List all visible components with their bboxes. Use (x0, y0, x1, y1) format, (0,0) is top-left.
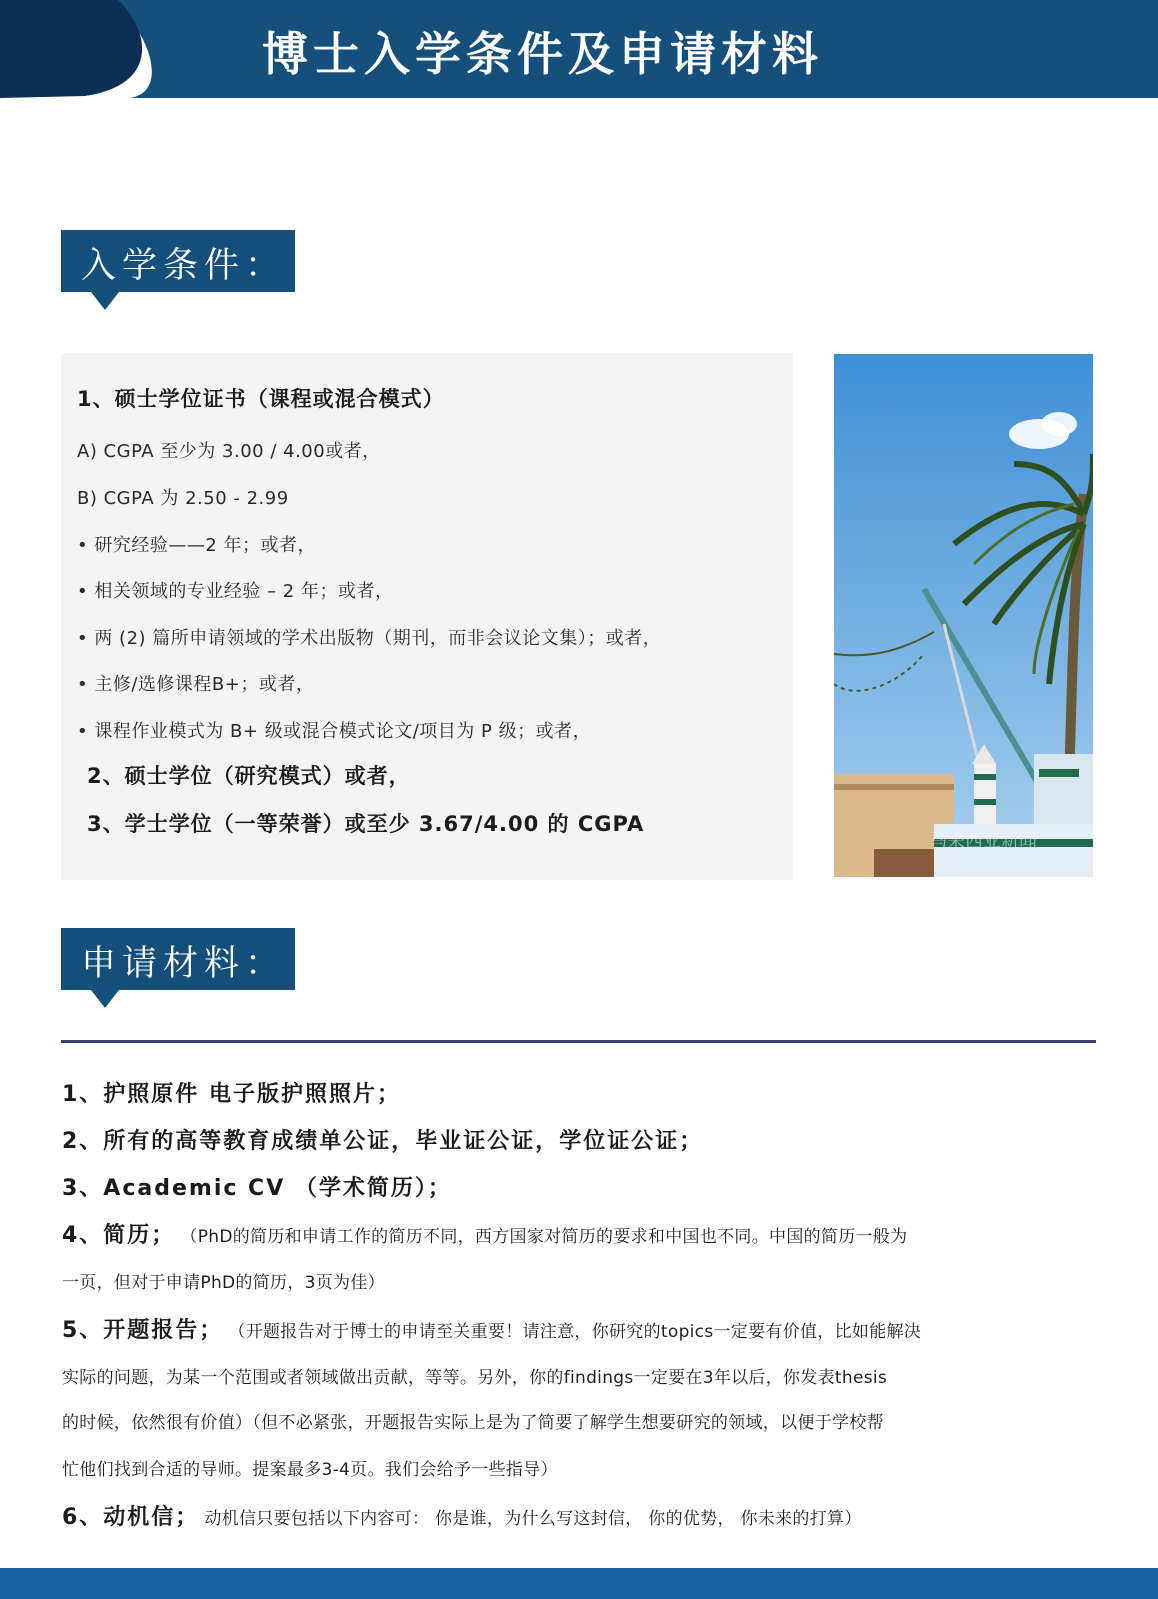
material-note: （PhD的简历和申请工作的简历不同，西方国家对简历的要求和中国也不同。中国的简历一般为 (180, 1227, 908, 1247)
requirement-line: 3、学士学位（一等荣誉）或至少 3.67/4.00 的 CGPA (87, 812, 645, 836)
tab-pointer-icon (91, 990, 119, 1008)
header-banner (0, 0, 1158, 98)
material-note-line: 的时候，依然很有价值）（但不必紧张，开题报告实际上是为了简要了解学生想要研究的领域，以便于学校帮 (62, 1413, 884, 1433)
photo-watermark: 马来西亚新闻 (929, 831, 1037, 852)
material-item (62, 1500, 862, 1531)
requirement-line: • 研究经验——2 年；或者， (77, 535, 317, 556)
footer-bar (0, 1568, 1158, 1599)
requirement-line: A) CGPA 至少为 3.00 / 4.00或者， (77, 441, 381, 462)
material-title: 5、开题报告； (62, 1318, 224, 1343)
street-photo-icon (834, 354, 1093, 877)
material-title: 6、动机信； (62, 1505, 200, 1530)
requirement-line: • 相关领域的专业经验 – 2 年；或者， (77, 581, 394, 602)
material-item (62, 1171, 452, 1202)
requirements-heading-tab (61, 230, 295, 292)
material-title: 3、Academic CV （学术简历）； (62, 1176, 452, 1201)
section-divider (61, 1040, 1096, 1043)
requirement-line: 1、硕士学位证书（课程或混合模式） (77, 387, 445, 411)
material-title: 1、护照原件 电子版护照照片； (62, 1082, 401, 1107)
material-item (62, 1124, 703, 1155)
material-note-line: 一页，但对于申请PhD的简历，3页为佳） (62, 1273, 385, 1293)
material-note-line: 忙他们找到合适的导师。提案最多3-4页。我们会给予一些指导） (62, 1460, 558, 1480)
material-note: 动机信只要包括以下内容可： 你是谁，为什么写这封信， 你的优势， 你未来的打算） (204, 1509, 862, 1529)
material-item (62, 1218, 907, 1249)
requirement-line: B) CGPA 为 2.50 - 2.99 (77, 488, 289, 509)
material-item (62, 1077, 401, 1108)
requirements-box (61, 353, 793, 880)
tab-pointer-icon (91, 292, 119, 310)
material-note-line: 实际的问题，为某一个范围或者领域做出贡献，等等。另外，你的findings一定要在3年以后，你发表thesis (62, 1368, 888, 1388)
page-title: 博士入学条件及申请材料 (262, 27, 823, 81)
requirements-heading: 入学条件： (81, 246, 287, 286)
material-title: 4、简历； (62, 1223, 176, 1248)
material-item (62, 1313, 921, 1344)
requirement-line: • 课程作业模式为 B+ 级或混合模式论文/项目为 P 级；或者， (77, 721, 592, 742)
material-title: 2、所有的高等教育成绩单公证，毕业证公证，学位证公证； (62, 1129, 704, 1154)
materials-heading: 申请材料： (81, 944, 287, 984)
requirement-line: 2、硕士学位（研究模式）或者， (87, 764, 411, 788)
materials-heading-tab (61, 928, 295, 990)
requirement-line: • 主修/选修课程B+；或者， (77, 674, 315, 695)
street-photo (834, 354, 1093, 877)
requirement-line: • 两 (2) 篇所申请领域的学术出版物（期刊，而非会议论文集）；或者， (77, 628, 662, 649)
material-note: （开题报告对于博士的申请至关重要！请注意，你研究的topics一定要有价值，比如能解决 (228, 1322, 922, 1342)
